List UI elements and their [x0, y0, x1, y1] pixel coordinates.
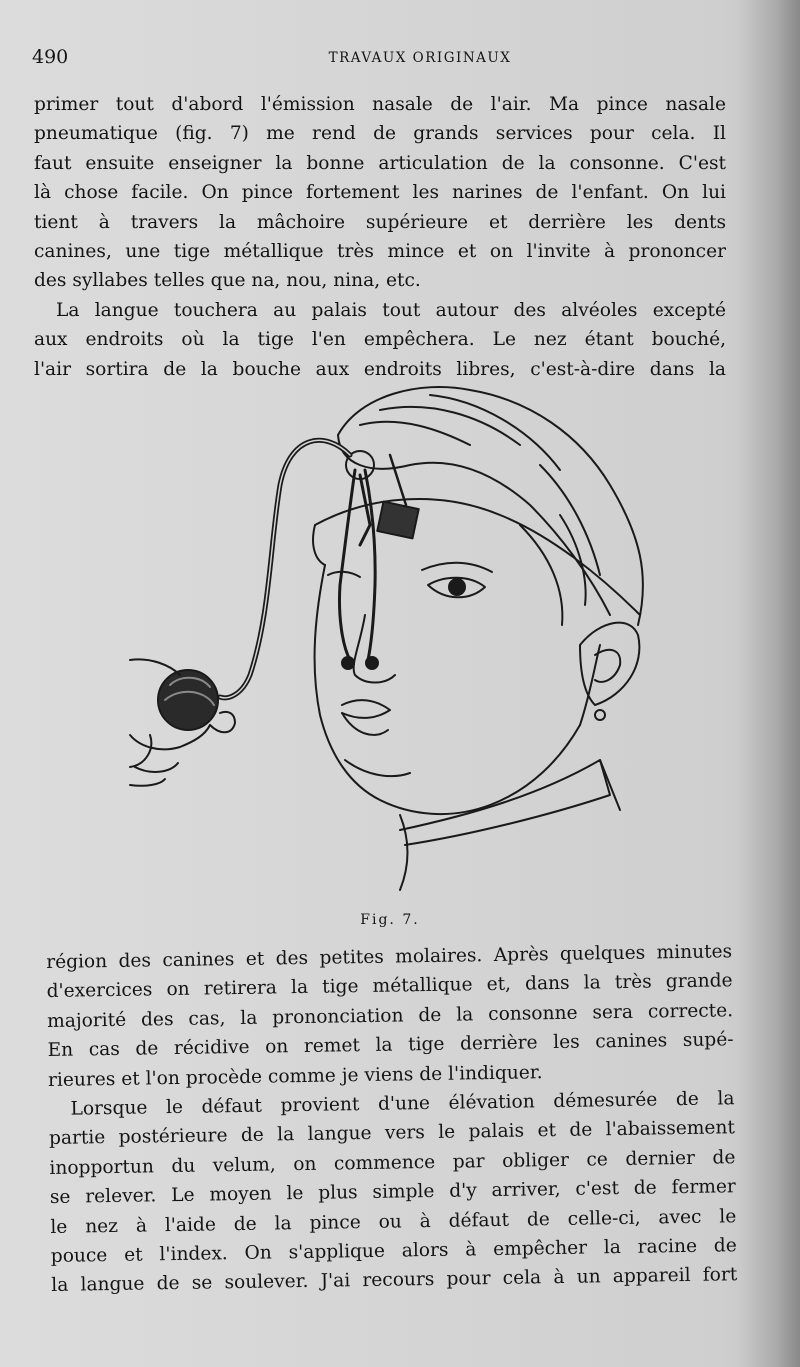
- air-tube: [220, 440, 350, 697]
- text-line: Lorsque le défaut provient d'une élévation démesurée de la: [70, 1088, 735, 1120]
- collar: [400, 815, 408, 890]
- text-line: En cas de récidive on remet la tige derrière les canines supé-: [47, 1029, 734, 1062]
- text-line: aux endroits où la tige l'en empêchera. Le nez étant bouché,: [34, 329, 726, 351]
- hand: [130, 659, 180, 675]
- head-band: [315, 499, 640, 615]
- text-line: rieures et l'on procède comme je viens de l'indiquer.: [47, 1061, 543, 1091]
- nasal-clip: [339, 470, 355, 660]
- text-line: région des canines et des petites molaires. Après quelques minutes: [46, 941, 733, 973]
- text-line: d'exercices on retirera la tige métallique et, dans la très grande: [46, 970, 733, 1003]
- running-title: TRAVAUX ORIGINAUX: [328, 50, 512, 66]
- page-number: 490: [32, 46, 69, 68]
- text-line: pneumatique (fig. 7) me rend de grands services pour cela. Il: [34, 123, 726, 145]
- page-header: [30, 46, 770, 76]
- text-line: tient à travers la mâchoire supérieure et derrière les dents: [34, 211, 726, 233]
- text-line: la langue de se soulever. J'ai recours pour cela à un appareil fort: [51, 1264, 738, 1297]
- text-line: inopportun du velum, on commence par obliger ce dernier de: [49, 1146, 736, 1179]
- text-line: La langue touchera au palais tout autour des alvéoles excepté: [56, 299, 726, 321]
- face-outline: [315, 565, 580, 814]
- text-line: l'air sortira de la bouche aux endroits libres, c'est-à-dire dans la: [34, 358, 726, 380]
- text-line: primer tout d'abord l'émission nasale de l'air. Ma pince nasale: [34, 94, 726, 115]
- text-line: faut ensuite enseigner la bonne articulation de la consonne. C'est: [34, 152, 726, 174]
- figure-caption: Fig. 7.: [360, 912, 420, 928]
- text-line: le nez à l'aide de la pince ou à défaut de celle-ci, avec le: [50, 1205, 737, 1238]
- text-line: canines, une tige métallique très mince et on l'invite à prononcer: [34, 240, 726, 262]
- text-line: majorité des cas, la prononciation de la consonne sera correcte.: [46, 999, 734, 1032]
- text-line: pouce et l'index. On s'applique alors à empêcher la racine de: [50, 1235, 737, 1267]
- nose: [354, 615, 395, 683]
- figure-illustration: [110, 375, 670, 905]
- mouth: [342, 700, 390, 718]
- bottom-text-block: [46, 937, 737, 1300]
- top-text-block: [34, 90, 726, 384]
- text-line: partie postérieure de la langue vers le palais et de l'abaissement: [48, 1117, 736, 1150]
- page-edge-shadow: [740, 0, 800, 1367]
- text-line: se relever. Le moyen le plus simple d'y arriver, c'est de fermer: [49, 1176, 737, 1209]
- text-line: des syllabes telles que na, nou, nina, etc.: [34, 270, 421, 292]
- text-line: là chose facile. On pince fortement les narines de l'enfant. On lui: [34, 182, 726, 204]
